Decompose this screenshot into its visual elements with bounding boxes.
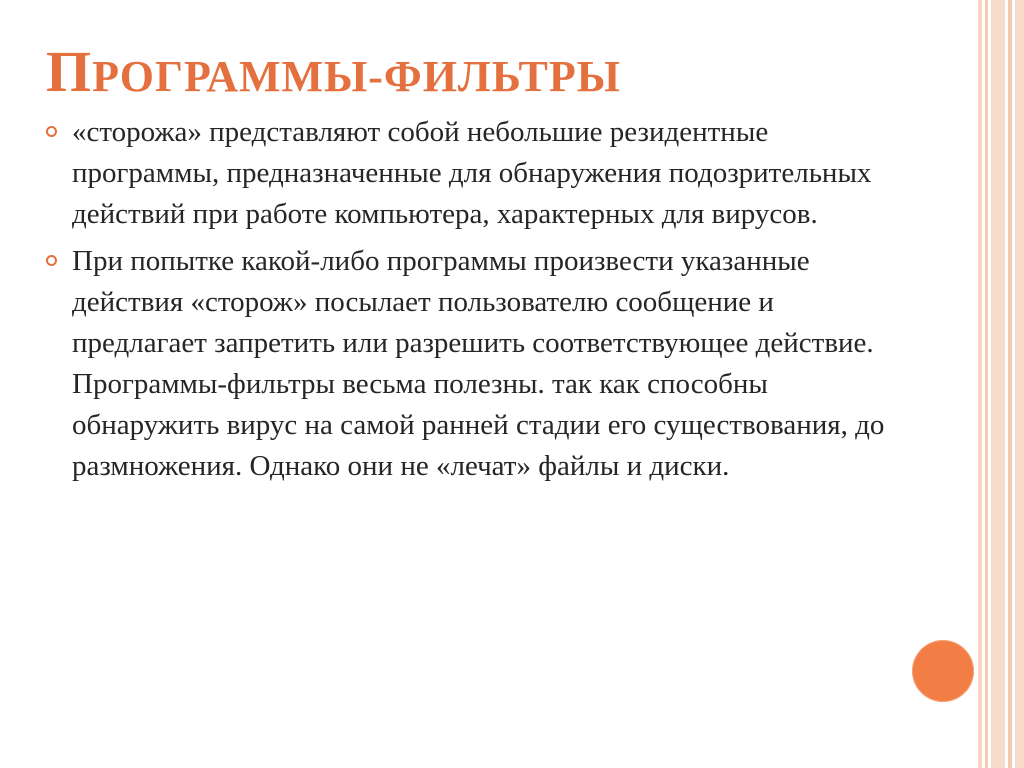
bullet-list (44, 112, 904, 493)
decorative-stripe (978, 0, 982, 768)
slide-title (46, 38, 621, 105)
bullet-text: «сторожа» представляют собой небольшие резидентные программы, предназначенные для обнаружения подозрительных действий при работе компьютера, характерных для вирусов. (72, 116, 872, 230)
decorative-stripe (1008, 0, 1012, 768)
bullet-text: При попытке какой-либо программы произвести указанные действия «сторож» посылает пользователю сообщение и предлагает запретить или разрешить соответствующее действие. Программы-фильтры весьма полезны. так как способны обнаружить вирус на самой ранней стадии его существования, до размножения. Однако они не «лечат» файлы и диски. (72, 245, 885, 482)
bullet-item-behavior (44, 241, 904, 487)
bullet-item-watchdogs (44, 112, 904, 235)
decorative-stripe (1015, 0, 1024, 768)
decorative-circle (912, 640, 974, 702)
title-initial: П (46, 39, 93, 104)
decorative-stripe (991, 0, 1005, 768)
bullet-ring-icon (46, 126, 57, 137)
decorative-stripe (985, 0, 988, 768)
bullet-ring-icon (46, 255, 57, 266)
title-rest: РОГРАММЫ-ФИЛЬТРЫ (92, 52, 621, 101)
